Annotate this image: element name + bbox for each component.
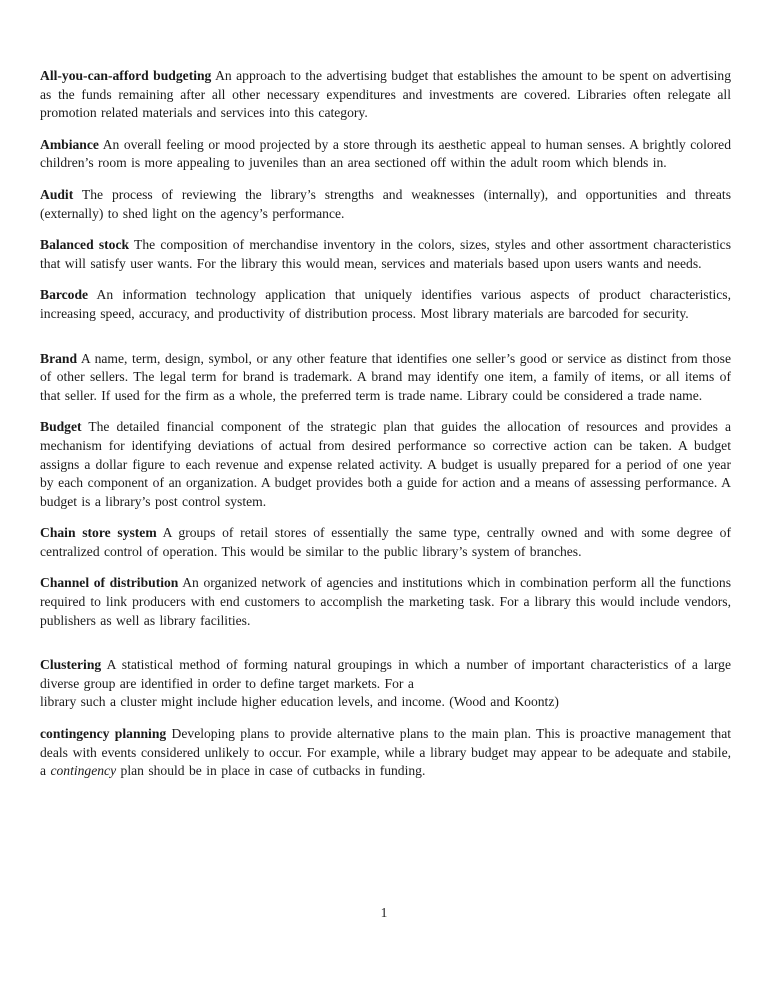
glossary-term: Balanced stock: [40, 237, 130, 253]
glossary-definition: An organized network of agencies and institutions which in combination perform all the functions required to link producers with end customers to accomplish the marketing task. For a library this would include vendors, publishers as well as library facilities.: [40, 575, 731, 628]
glossary-definition-pre: Developing plans to provide alternative plans to the main plan. This is proactive management that deals with events considered unlikely to occur. For example, while a library budget may appear to be adequate and stabile, a: [40, 726, 732, 779]
glossary-term: Barcode: [40, 287, 89, 303]
glossary-definition: The process of reviewing the library’s strengths and weaknesses (internally), and opportunities and threats (externally) to shed light on the agency’s performance.: [40, 186, 731, 221]
glossary-entry-contingency-planning: [40, 725, 731, 781]
glossary-definition-post: plan should be in place in case of cutbacks in funding.: [120, 763, 426, 779]
glossary-entry-budget: [40, 418, 731, 511]
glossary-entry-all-you-can-afford-budgeting: [40, 67, 731, 123]
glossary-term: Brand: [40, 350, 78, 366]
glossary-italic-word: contingency: [50, 763, 117, 779]
glossary-entry-balanced-stock: [40, 236, 731, 273]
glossary-term: Audit: [40, 186, 74, 202]
glossary-entry-brand: [40, 350, 731, 406]
glossary-term: Ambiance: [40, 136, 99, 152]
glossary-definition: An approach to the advertising budget that establishes the amount to be spent on advertising as the funds remaining after all other necessary expenditures and investments are covered. Libraries often relegate all promotion related materials and services into this category.: [40, 68, 732, 121]
glossary-term: Chain store system: [40, 525, 157, 541]
glossary-definition: The detailed financial component of the strategic plan that guides the allocation of resources and provides a mechanism for identifying deviations of actual from desired performance so corrective action can be taken. A budget assigns a dollar figure to each revenue and expense related activity. A budget is usually prepared for a period of one year by each component of an organization. A budget provides both a guide for action and a means of assessing performance. A budget is a library’s post control system.: [40, 419, 732, 509]
glossary-term: Clustering: [40, 657, 102, 673]
glossary-term: Budget: [40, 419, 82, 435]
glossary-term: Channel of distribution: [40, 575, 179, 591]
glossary-definition: An information technology application that uniquely identifies various aspects of product characteristics, increasing speed, accuracy, and productivity of distribution process. Most library materials are barcoded for security.: [40, 287, 731, 321]
glossary-entry-chain-store-system: [40, 524, 731, 561]
glossary-definition-line2: library such a cluster might include higher education levels, and income. (Wood and Koontz): [40, 694, 559, 710]
glossary-definition: An overall feeling or mood projected by a store through its aesthetic appeal to human senses. A brightly colored children’s room is more appealing to juveniles than an area sectioned off within the adult room which blends in.: [40, 136, 731, 171]
glossary-term: All-you-can-afford budgeting: [40, 68, 212, 83]
glossary-entry-audit: [40, 186, 731, 223]
glossary-entry-channel-of-distribution: [40, 574, 731, 630]
glossary-entry-clustering: [40, 656, 731, 712]
glossary-entry-ambiance: [40, 136, 731, 173]
glossary-entry-barcode: [40, 286, 731, 323]
glossary-definition-line1: A statistical method of forming natural groupings in which a number of important characteristics of a large diverse group are identified in order to define target markets. For a: [40, 657, 731, 691]
page-number: 1: [380, 905, 388, 920]
glossary-definition: A groups of retail stores of essentially the same type, centrally owned and with some degree of centralized control of operation. This would be similar to the public library’s system of branches.: [40, 525, 731, 559]
glossary-definition: The composition of merchandise inventory in the colors, sizes, styles and other assortment characteristics that will satisfy user wants. For the library this would mean, services and materials based upon users wants and needs.: [40, 237, 731, 271]
glossary-definition: A name, term, design, symbol, or any other feature that identifies one seller’s good or service as distinct from those of other sellers. The legal term for brand is trademark. A brand may identify one item, a family of items, or all items of that seller. If used for the firm as a whole, the preferred term is trade name. Library could be considered a trade name.: [40, 350, 731, 403]
glossary-term: contingency planning: [40, 726, 167, 742]
